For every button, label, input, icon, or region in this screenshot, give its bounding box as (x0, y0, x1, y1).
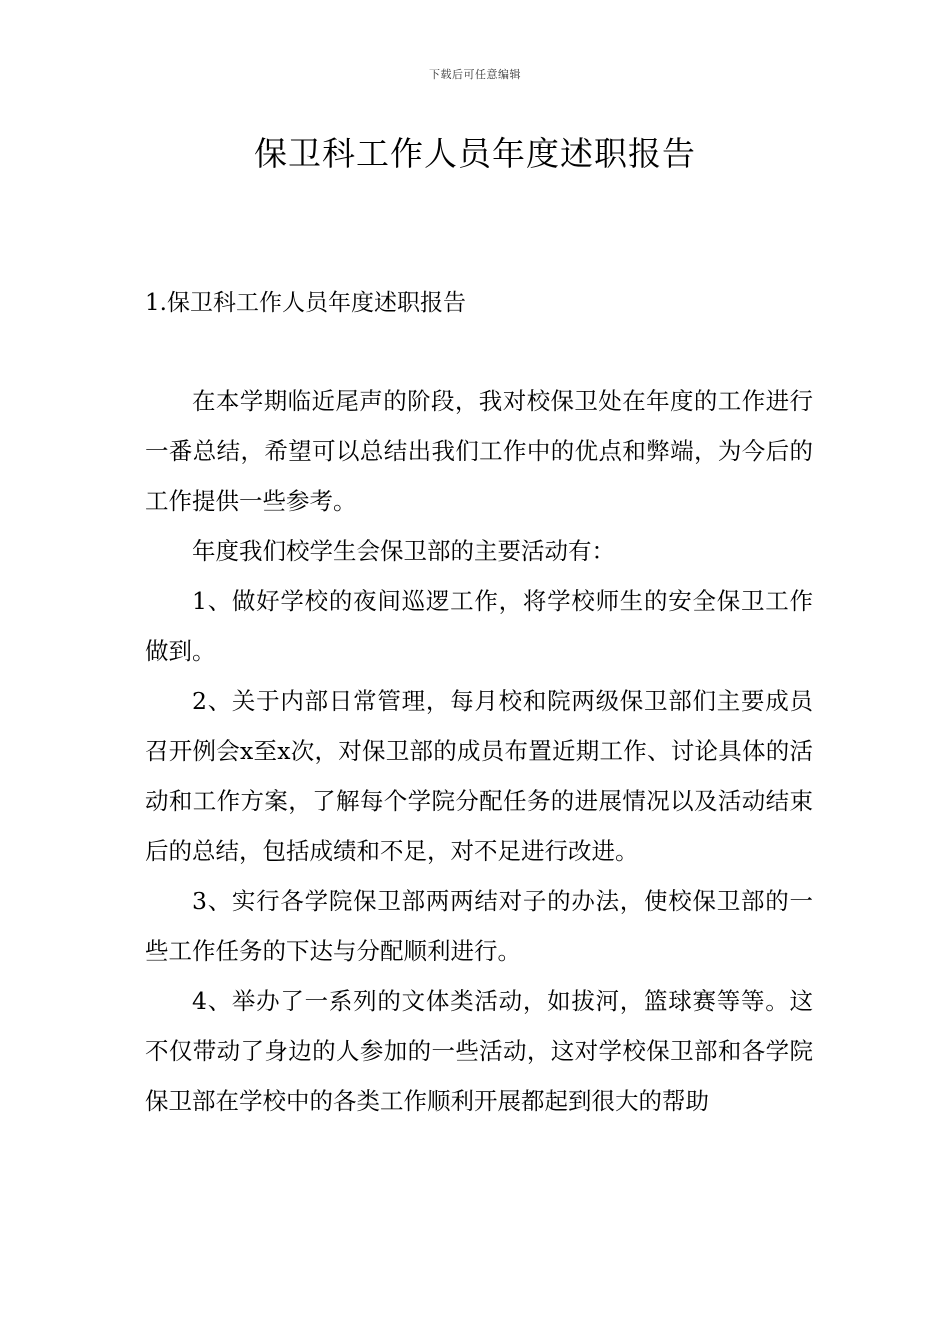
header-note: 下载后可任意编辑 (429, 68, 521, 81)
paragraph-intro: 在本学期临近尾声的阶段，我对校保卫处在年度的工作进行一番总结，希望可以总结出我们工作中的优点和弊端，为今后的工作提供一些参考。 (145, 387, 813, 515)
document-body (145, 376, 813, 1126)
paragraph-item-1: 1、做好学校的夜间巡逻工作，将学校师生的安全保卫工作做到。 (145, 587, 813, 665)
paragraph-item-2: 2、关于内部日常管理，每月校和院两级保卫部们主要成员召开例会x至x次，对保卫部的成员布置近期工作、讨论具体的活动和工作方案，了解每个学院分配任务的进展情况以及活动结束后的总结，包括成绩和不足，对不足进行改进。 (145, 687, 813, 865)
section-heading: 1.保卫科工作人员年度述职报告 (145, 290, 466, 316)
paragraph-item-4: 4、举办了一系列的文体类活动，如拔河，篮球赛等等。这不仅带动了身边的人参加的一些活动，这对学校保卫部和各学院保卫部在学校中的各类工作顺利开展都起到很大的帮助 (145, 987, 813, 1115)
paragraph-item-3: 3、实行各学院保卫部两两结对子的办法，使校保卫部的一些工作任务的下达与分配顺利进行。 (145, 887, 813, 965)
paragraph-activities-lead: 年度我们校学生会保卫部的主要活动有： (192, 537, 615, 565)
document-title: 保卫科工作人员年度述职报告 (254, 134, 696, 173)
